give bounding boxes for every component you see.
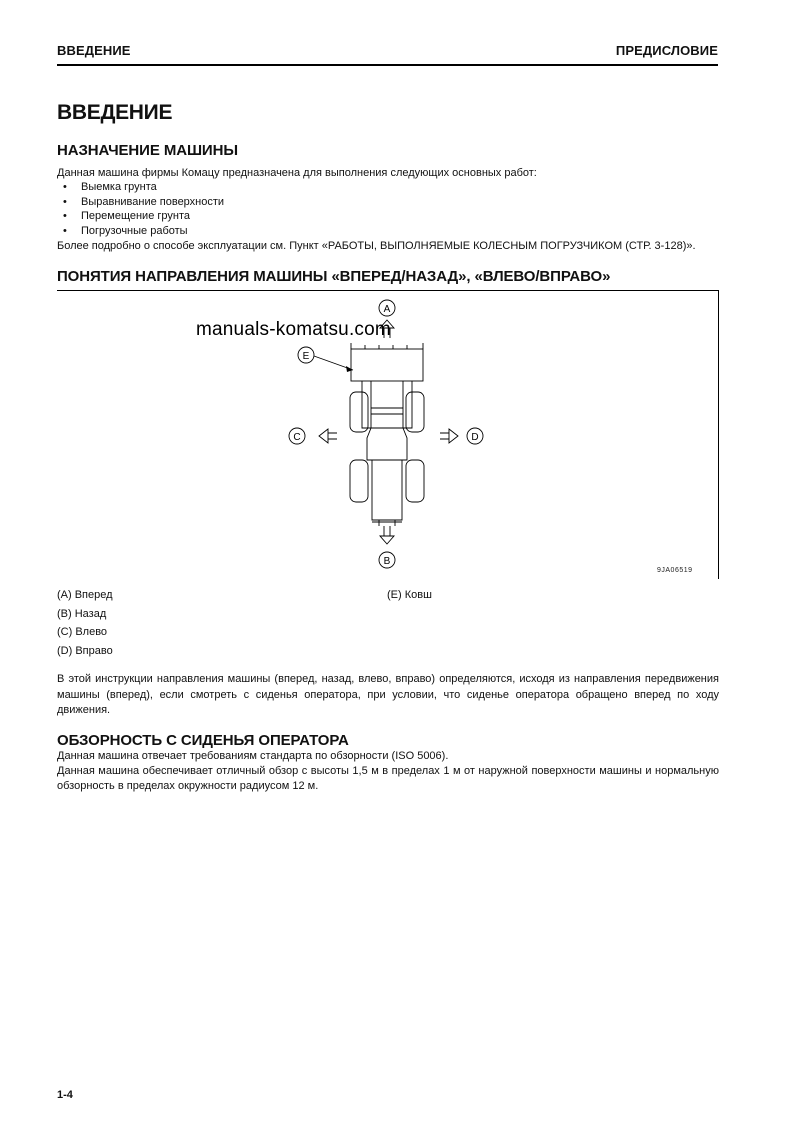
- legend-c: (C) Влево: [57, 626, 108, 638]
- svg-text:A: A: [383, 304, 391, 315]
- callout-c: [289, 428, 305, 444]
- list-item: • Выемка грунта: [63, 181, 157, 193]
- list-item: • Выравнивание поверхности: [63, 195, 225, 208]
- section-heading-purpose: НАЗНАЧЕНИЕ МАШИНЫ: [57, 142, 238, 159]
- figure-id: 9JA06519: [657, 567, 693, 574]
- wheel: [406, 392, 424, 432]
- arrow-left-icon: [319, 429, 337, 443]
- callout-a: [379, 300, 395, 316]
- visibility-line-2: Данная машина обеспечивает отличный обзор с высоты 1,5 м в пределах 1 м от наружной поверхности машины и нормальную обзорность в пределах окружности радиусом 12 м.: [57, 765, 719, 792]
- header-divider: [57, 64, 718, 66]
- legend-d: (D) Вправо: [57, 645, 113, 657]
- bullet-symbol: •: [63, 181, 67, 193]
- legend-a: (A) Вперед: [57, 589, 113, 601]
- purpose-intro: Данная машина фирмы Комацу предназначена для выполнения следующих основных работ:: [57, 167, 537, 179]
- list-item: • Погрузочные работы: [63, 224, 188, 237]
- page-number: 1-4: [57, 1089, 73, 1101]
- wheel: [350, 392, 368, 432]
- purpose-reference: Более подробно о способе эксплуатации см. Пункт «РАБОТЫ, ВЫПОЛНЯЕМЫЕ КОЛЕСНЫМ ПОГРУЗЧИКОМ (СТР. 3-128)».: [57, 240, 696, 252]
- visibility-line-1: Данная машина отвечает требованиям стандарта по обзорности (ISO 5006).: [57, 750, 449, 762]
- bullet-symbol: •: [63, 195, 67, 208]
- bucket-outline: [351, 349, 423, 381]
- callout-e: [298, 347, 314, 363]
- bullet-symbol: •: [63, 224, 67, 237]
- callout-d: [467, 428, 483, 444]
- page-title: ВВЕДЕНИЕ: [57, 101, 173, 124]
- arrow-right-icon: [440, 429, 458, 443]
- legend-b: (B) Назад: [57, 608, 107, 620]
- directions-paragraph: В этой инструкции направления машины (вперед, назад, влево, вправо) определяются, исходя из направления передвижения машины (вперед), если смотреть с сиденья оператора, при условии, что сиденье оператора обращено вперед по ходу движения.: [57, 673, 719, 716]
- section-heading-visibility: ОБЗОРНОСТЬ С СИДЕНЬЯ ОПЕРАТОРА: [57, 732, 349, 749]
- running-header-right: ПРЕДИСЛОВИЕ: [615, 43, 718, 58]
- legend-e: (E) Ковш: [387, 589, 432, 601]
- svg-text:E: E: [302, 351, 310, 362]
- list-item: • Перемещение грунта: [63, 210, 190, 223]
- purpose-list: [57, 180, 224, 238]
- running-header-left: ВВЕДЕНИЕ: [57, 43, 131, 58]
- svg-text:C: C: [293, 432, 301, 443]
- svg-text:D: D: [471, 432, 479, 443]
- wheel: [406, 460, 424, 502]
- wheel-loader-top-view: [350, 343, 424, 526]
- section-heading-directions: ПОНЯТИЯ НАПРАВЛЕНИЯ МАШИНЫ «ВПЕРЕД/НАЗАД», «ВЛЕВО/ВПРАВО»: [57, 268, 611, 285]
- svg-text:B: B: [383, 556, 391, 567]
- arrow-backward-icon: [380, 526, 394, 544]
- watermark-text: manuals-komatsu.com: [196, 319, 391, 340]
- leader-arrowhead-icon: [346, 366, 353, 372]
- wheel: [350, 460, 368, 502]
- bullet-symbol: •: [63, 210, 67, 223]
- callout-b: [379, 552, 395, 568]
